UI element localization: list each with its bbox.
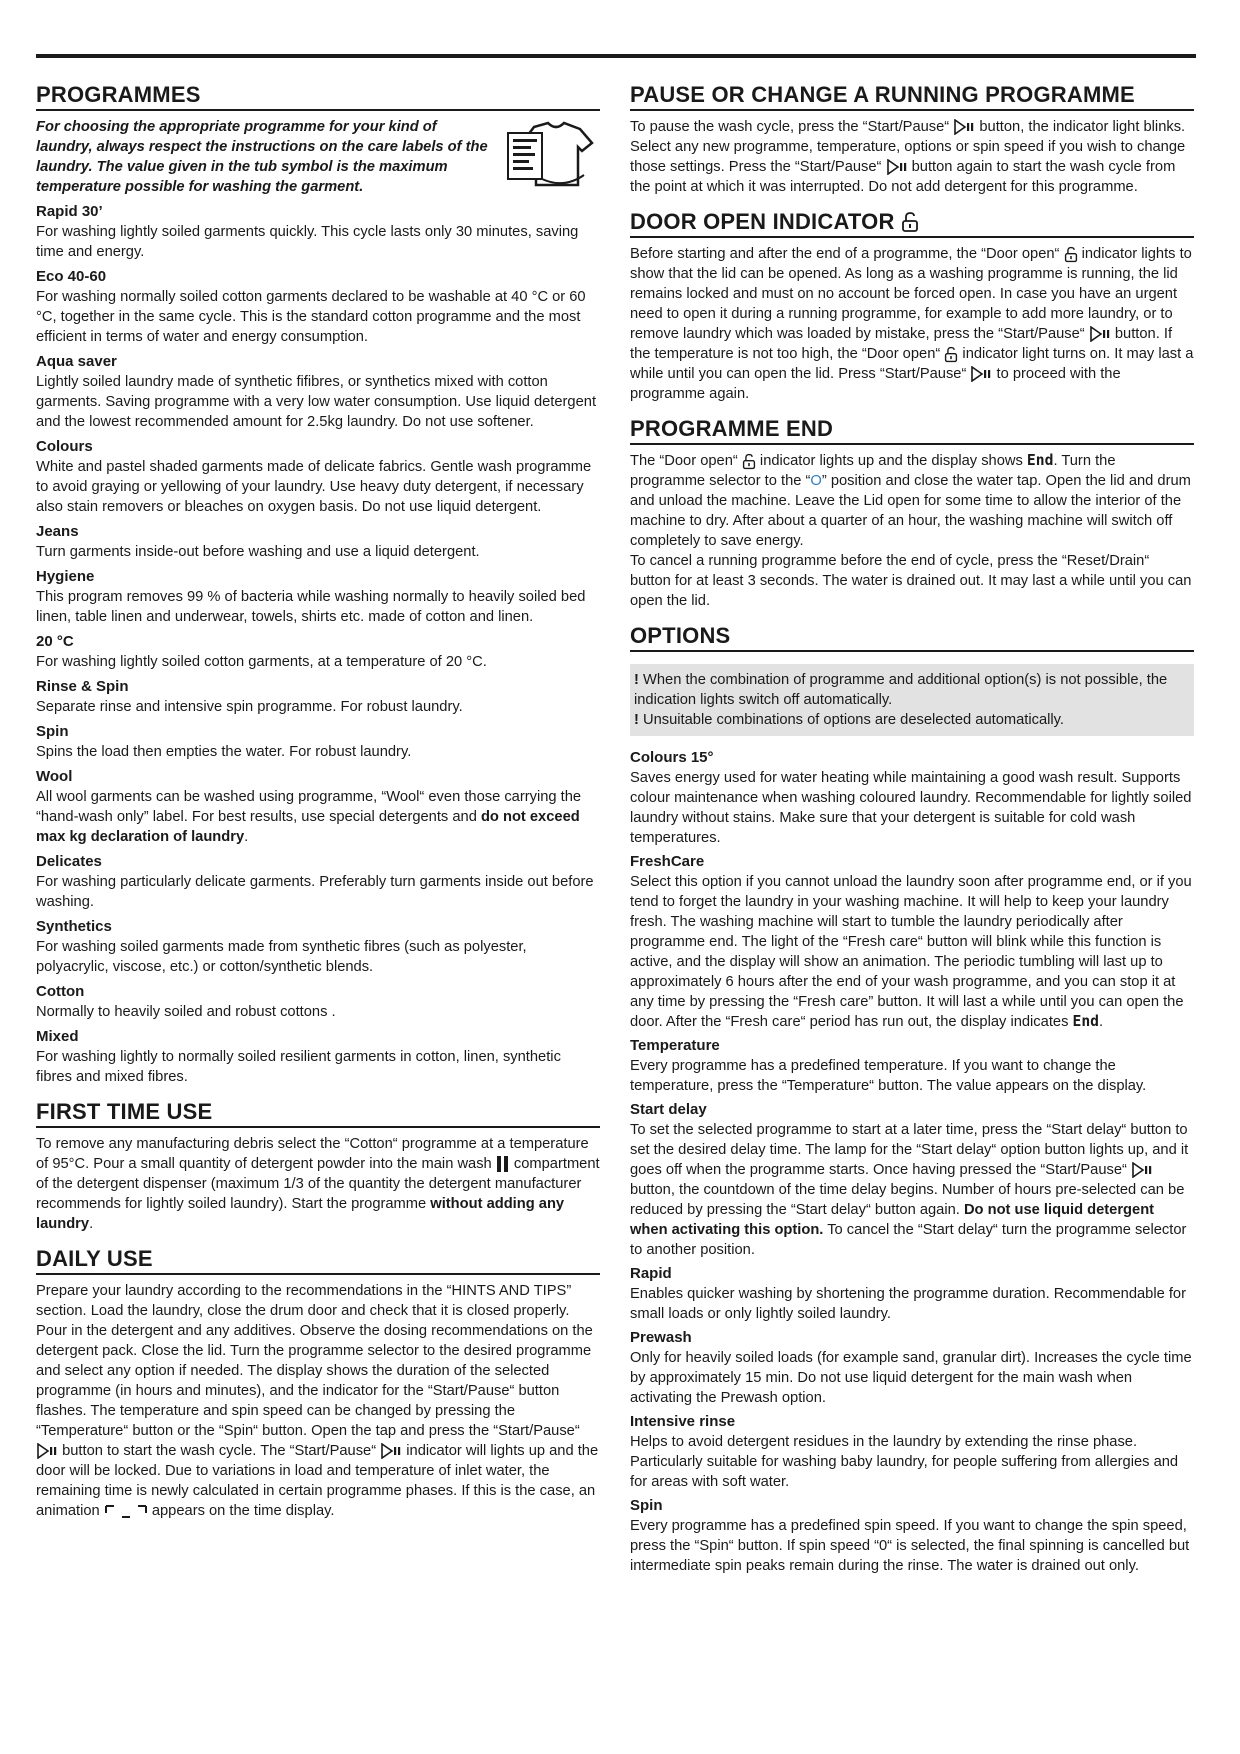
option-title: Intensive rinse [630,1413,736,1430]
programme-desc: For washing lightly soiled cotton garments, at a temperature of 20 °C. [36,654,487,670]
programme-title: Hygiene [36,568,95,585]
programme-desc: For washing soiled garments made from synthetic fibres (such as polyester, polyacrylic, viscose, etc.) or cotton/synthetic blends. [36,939,527,975]
programme-title: Aqua saver [36,353,117,370]
programme-title: Synthetics [36,918,112,935]
programme-desc: White and pastel shaded garments made of delicate fabrics. Gentle wash programme to avoid graying or yellowing of your laundry. Use heavy duty detergent, if necessary also stain removers or bleaches on oxygen basis. Do not use liquid detergent. [36,459,592,515]
programme-title: Rapid 30’ [36,203,103,220]
programme-desc: For washing normally soiled cotton garments declared to be washable at 40 °C or 60 °C, together in the same cycle. This is the standard cotton programme and the most efficient in terms of water and energy consumption. [36,289,586,345]
programme-desc: For washing lightly to normally soiled resilient garments in cotton, linen, synthetic fibres and mixed fibres. [36,1049,561,1085]
start-pause-icon [886,159,908,175]
programme-end-text: The “Door open“ indicator lights up and the display shows End. Turn the programme selector to the “O” position and close the water tap. Open the lid and drum and unload the machine. Leave the Lid open for some time to allow the interior of the machine to dry. After about a quarter of an hour, the washing machine will switch off completely to save energy. To cancel a running programme before the end of cycle, press the “Reset/Drain“ button for at least 3 seconds. The water is drained out. It may last a while until you can open the lid. [630,452,1192,609]
programme-desc: Spins the load then empties the water. For robust laundry. [36,744,412,760]
programme-title: Cotton [36,983,85,1000]
time-animation-icon [104,1503,148,1519]
programme-title: Rinse & Spin [36,678,129,695]
programme-desc: For washing particularly delicate garments. Preferably turn garments inside out before washing. [36,874,594,910]
door-open-lock-icon [1064,246,1078,263]
programme-desc: Turn garments inside-out before washing and use a liquid detergent. [36,544,480,560]
programme-title: 20 °C [36,633,74,650]
daily-use-text: Prepare your laundry according to the recommendations in the “HINTS AND TIPS” section. Load the laundry, close the drum door and check that it is closed properly. Pour in the detergent and any additives. Observe the dosing recommendations on the detergent pack. Close the lid. Turn the programme selector to the desired programme and select any option if needed. The display shows the duration of the selected programme (in hours and minutes), and the indicator for the “Start/Pause“ button flashes. The temperature and spin speed can be changed by pressing the “Temperature“ button or the “Spin“ button. Open the tap and press the “Start/Pause“ button to start the wash cycle. The “Start/Pause“ indicator will lights up and the door will be locked. Due to variations in load and temperature of inlet water, the remaining time is newly calculated in certain programme phases. If this is the case, an animation appears on the time display. [36,1283,599,1519]
start-pause-icon [380,1443,402,1459]
start-pause-icon [970,366,992,382]
main-wash-compartment-icon [496,1155,510,1173]
door-open-lock-icon [944,346,958,363]
door-open-lock-icon [742,453,756,470]
options-note-1: ! When the combination of programme and additional option(s) is not possible, the indication lights switch off automatically. [634,672,1168,708]
option-title: Temperature [630,1037,720,1054]
door-open-lock-icon [901,211,919,233]
programme-title: Eco 40-60 [36,268,107,285]
option-title: Spin [630,1497,663,1514]
start-pause-icon [36,1443,58,1459]
option-title: FreshCare [630,853,705,870]
programmes-intro-text: For choosing the appropriate programme for your kind of laundry, always respect the instructions on the care labels of the laundry. The value given in the tub symbol is the maximum temperature possible for washing the garment. [36,119,488,195]
option-desc: Saves energy used for water heating while maintaining a good wash result. Supports colour maintenance when washing coloured laundry. Recommendable for lightly soiled laundry without stains. Make sure that your detergent is suitable for cold wash temperatures. [630,770,1192,846]
programme-title: Delicates [36,853,102,870]
option-title: Prewash [630,1329,692,1346]
option-desc: Enables quicker washing by shortening the programme duration. Recommendable for small loads or only lightly soiled laundry. [630,1286,1186,1322]
first-time-use-text: To remove any manufacturing debris select the “Cotton“ programme at a temperature of 95°C. Pour a small quantity of detergent powder into the main wash compartment of the detergent dispenser (maximum 1/3 of the quantity the detergent manufacturer recommends for lightly soiled laundry). Start the programme without adding any laundry. [36,1136,600,1232]
door-open-indicator-heading: DOOR OPEN INDICATOR [630,207,1194,238]
first-time-use-heading: FIRST TIME USE [36,1097,600,1128]
option-desc: Select this option if you cannot unload the laundry soon after programme end, or if you tend to forget the laundry in your washing machine. It will help to keep your laundry fresh. The washing machine will start to tumble the laundry periodically after programme end. The light of the “Fresh care“ button will blink while this function is active, and the display will show an animation. The periodic tumbling will last up to approximately 6 hours after the end of your wash programme, and you can stop it at any time by pressing the “Fresh care” button. It will last a while until you can open the door. After the “Fresh care“ period has run out, the display indicates End. [630,874,1192,1030]
option-title: Start delay [630,1101,707,1118]
pause-heading: PAUSE OR CHANGE A RUNNING PROGRAMME [630,80,1194,111]
programme-title: Colours [36,438,93,455]
option-desc: Only for heavily soiled loads (for example sand, granular dirt). Increases the cycle time by approximately 15 min. Do not use liquid detergent for the main wash when activating the Prewash option. [630,1350,1192,1406]
daily-use-heading: DAILY USE [36,1244,600,1275]
programme-title: Wool [36,768,73,785]
programmes-intro [36,117,600,197]
pause-text: To pause the wash cycle, press the “Start/Pause“ button, the indicator light blinks. Select any new programme, temperature, options or spin speed if you wish to change those settings. Press the “Start/Pause“ button again to start the wash cycle from the point at which it was interrupted. Do not add detergent for this programme. [630,119,1186,195]
programme-title: Jeans [36,523,79,540]
programme-desc: For washing lightly soiled garments quickly. This cycle lasts only 30 minutes, saving time and energy. [36,224,579,260]
start-pause-icon [1131,1162,1153,1178]
programme-desc: Normally to heavily soiled and robust cottons . [36,1004,336,1020]
care-label-shirt-icon [504,119,596,191]
options-note [630,664,1194,736]
option-title: Colours 15° [630,749,714,766]
programme-desc: Lightly soiled laundry made of synthetic fifibres, or synthetics mixed with cotton garments. Saving programme with a very low water consumption. Use liquid detergent and the lowest recommended amount for 2.5kg laundry. Do not use softener. [36,374,597,430]
option-desc: Every programme has a predefined temperature. If you want to change the temperature, press the “Temperature“ button. The value appears on the display. [630,1058,1147,1094]
programmes-heading: PROGRAMMES [36,80,600,111]
end-display-label: End [1026,452,1054,469]
start-pause-icon [1089,326,1111,342]
off-position-label: O [810,473,822,489]
option-desc: Every programme has a predefined spin speed. If you want to change the spin speed, press the “Spin“ button. If spin speed “0“ is selected, the final spinning is cancelled but intermediate spin peaks remain during the rinse. The water is drained out only. [630,1518,1190,1574]
programme-list [36,202,600,1087]
programme-desc: This program removes 99 % of bacteria while washing normally to heavily soiled bed linen, table linen and underwear, towels, shirts etc. made of cotton and linen. [36,589,586,625]
programme-title: Mixed [36,1028,79,1045]
end-display-label: End [1072,1013,1100,1030]
left-column [36,80,600,1521]
door-open-text: Before starting and after the end of a programme, the “Door open“ indicator lights to show that the lid can be opened. As long as a washing programme is running, the lid remains locked and must on no account be forced open. In case you have an urgent need to open it during a running programme, for example to add more laundry, or to remove laundry which was loaded by mistake, press the “Start/Pause“ button. If the temperature is not too high, the “Door open“ indicator light turns on. It may last a while until you can open the lid. Press “Start/Pause“ to proceed with the programme again. [630,246,1194,402]
programme-desc: All wool garments can be washed using programme, “Wool“ even those carrying the “hand-wash only” label. For best results, use special detergents and do not exceed max kg declaration of laundry. [36,789,582,845]
option-desc: To set the selected programme to start at a later time, press the “Start delay“ button to set the desired delay time. The lamp for the “Start delay“ option button lights up, and it goes off when the programme starts. Once having pressed the “Start/Pause“ button, the countdown of the time delay begins. Number of hours pre-selected can be reduced by pressing the “Start delay“ button again. Do not use liquid detergent when activating this option. To cancel the “Start delay“ turn the programme selector to another position. [630,1122,1189,1258]
option-desc: Helps to avoid detergent residues in the laundry by extending the rinse phase. Particularly suitable for washing baby laundry, for people suffering from allergies and for areas with soft water. [630,1434,1179,1490]
option-title: Rapid [630,1265,672,1282]
programme-desc: Separate rinse and intensive spin programme. For robust laundry. [36,699,463,715]
options-heading: OPTIONS [630,621,1194,652]
start-pause-icon [953,119,975,135]
programme-title: Spin [36,723,69,740]
right-column [630,80,1194,1576]
options-note-2: ! Unsuitable combinations of options are deselected automatically. [634,712,1065,728]
top-rule [36,54,1196,58]
programme-end-heading: PROGRAMME END [630,414,1194,445]
